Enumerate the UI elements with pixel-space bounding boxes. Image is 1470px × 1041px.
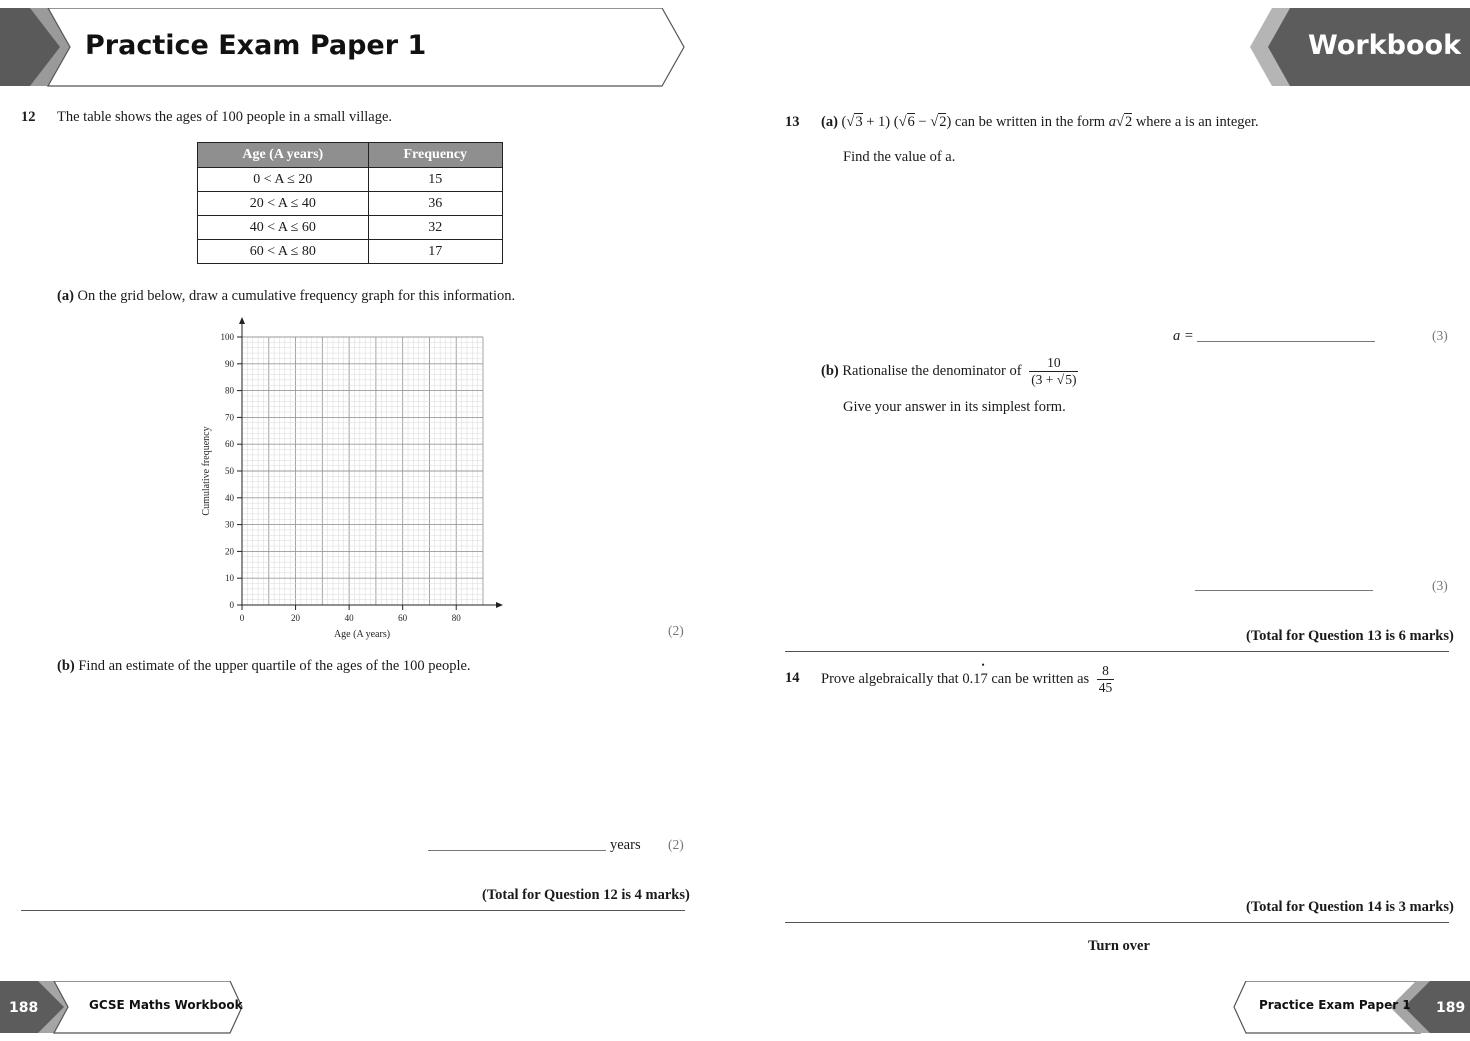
page-title-left: Practice Exam Paper 1 bbox=[85, 30, 427, 61]
x-tick-label: 40 bbox=[344, 613, 354, 623]
table-row bbox=[198, 240, 503, 264]
age-frequency-table bbox=[197, 142, 503, 264]
part-text: On the grid below, draw a cumulative frequency graph for this information. bbox=[77, 288, 516, 304]
fraction-numerator: 8 bbox=[1097, 663, 1115, 680]
question-12-intro: The table shows the ages of 100 people in a small village. bbox=[57, 109, 393, 125]
y-tick-label: 90 bbox=[225, 358, 234, 369]
y-tick-label: 100 bbox=[220, 332, 234, 342]
denominator-close: ) bbox=[1071, 372, 1077, 388]
x-axis-arrow bbox=[496, 602, 503, 608]
part-label: (b) bbox=[821, 363, 839, 380]
table-header-row bbox=[198, 143, 503, 168]
y-tick-label: 30 bbox=[225, 519, 234, 530]
table-cell: 36 bbox=[368, 192, 502, 216]
fraction bbox=[1097, 663, 1115, 696]
question-12a-marks: (2) bbox=[668, 623, 684, 638]
y-tick-label: 70 bbox=[225, 412, 234, 423]
x-axis-label: Age (A years) bbox=[333, 629, 391, 640]
question-13b-instruction: Give your answer in its simplest form. bbox=[843, 399, 1066, 415]
turn-over-text: Turn over bbox=[1088, 938, 1150, 954]
question-12b bbox=[57, 658, 471, 675]
x-tick-label: 80 bbox=[451, 613, 461, 623]
expr-post: where a is an integer. bbox=[1132, 114, 1259, 130]
table-row bbox=[198, 216, 503, 240]
divider bbox=[785, 922, 1449, 923]
y-tick-label: 60 bbox=[225, 439, 234, 450]
fraction-denominator: 45 bbox=[1098, 680, 1113, 696]
table-cell: 17 bbox=[368, 240, 502, 264]
table-row bbox=[198, 192, 503, 216]
table-cell: 20 < A ≤ 40 bbox=[198, 192, 369, 216]
x-tick-label: 60 bbox=[398, 613, 408, 623]
page-number-left: 188 bbox=[9, 1000, 39, 1016]
table-cell: 0 < A ≤ 20 bbox=[198, 168, 369, 192]
divider bbox=[21, 910, 685, 911]
question-13a-marks: (3) bbox=[1432, 328, 1448, 343]
y-axis-label: Cumulative frequency bbox=[201, 426, 212, 516]
fraction bbox=[1029, 355, 1078, 388]
question-14-text bbox=[821, 663, 1114, 696]
page-title-right: Workbook bbox=[1308, 30, 1462, 61]
expr-mid: + 1) ( bbox=[862, 114, 899, 130]
radicand: 5 bbox=[1065, 372, 1072, 388]
part-label: (b) bbox=[57, 658, 75, 674]
answer-line-12b[interactable] bbox=[428, 850, 606, 851]
part-text: Rationalise the denominator of bbox=[842, 363, 1022, 380]
x-tick-label: 0 bbox=[239, 613, 245, 623]
table-cell: 60 < A ≤ 80 bbox=[198, 240, 369, 264]
fraction-denominator: (3 + √5) bbox=[1031, 372, 1077, 388]
y-tick-label: 80 bbox=[225, 385, 234, 396]
page-number-right: 189 bbox=[1436, 1000, 1466, 1016]
radicand: 2 bbox=[939, 114, 947, 130]
footer-title-right: Practice Exam Paper 1 bbox=[1259, 998, 1411, 1012]
table-header-cell: Frequency bbox=[368, 143, 502, 168]
y-tick-label: 10 bbox=[225, 573, 234, 584]
text-post: can be written as bbox=[987, 671, 1090, 688]
question-14-total: (Total for Question 14 is 3 marks) bbox=[1246, 899, 1454, 915]
y-tick-label: 0 bbox=[229, 600, 234, 610]
question-12b-marks: (2) bbox=[668, 837, 684, 852]
cumulative-frequency-grid[interactable] bbox=[190, 310, 520, 650]
fraction-numerator: 10 bbox=[1029, 355, 1078, 372]
table-cell: 15 bbox=[368, 168, 502, 192]
question-13a-find: Find the value of a. bbox=[843, 149, 956, 165]
expr-open: ( bbox=[841, 114, 847, 130]
part-label: (a) bbox=[57, 288, 74, 304]
x-tick-label: 20 bbox=[291, 613, 301, 623]
radicand: 6 bbox=[907, 114, 915, 130]
expr-mid: − bbox=[914, 114, 931, 130]
question-14-number: 14 bbox=[785, 670, 800, 686]
footer-title-left: GCSE Maths Workbook bbox=[89, 998, 243, 1012]
part-text: Find an estimate of the upper quartile of the ages of the 100 people. bbox=[78, 658, 471, 674]
question-12-number: 12 bbox=[21, 109, 36, 125]
divider bbox=[785, 651, 1449, 652]
table-row bbox=[198, 168, 503, 192]
answer-line-13a[interactable] bbox=[1197, 341, 1375, 342]
recurring-digit: • 7 bbox=[980, 671, 987, 687]
y-tick-label: 50 bbox=[225, 466, 234, 476]
question-12-total: (Total for Question 12 is 4 marks) bbox=[482, 887, 690, 903]
table-cell: 32 bbox=[368, 216, 502, 240]
answer-label-a: a = bbox=[1173, 328, 1194, 344]
question-13-number: 13 bbox=[785, 114, 800, 130]
table-header-cell: Age (A years) bbox=[198, 143, 369, 168]
expr-mid: ) can be written in the form bbox=[946, 114, 1109, 130]
variable-a: a bbox=[1108, 114, 1116, 130]
text-pre: Prove algebraically that 0.1 bbox=[821, 671, 981, 688]
part-label: (a) bbox=[821, 114, 838, 130]
denominator-open: (3 + bbox=[1031, 372, 1057, 388]
question-12a bbox=[57, 288, 515, 305]
question-13-total: (Total for Question 13 is 6 marks) bbox=[1246, 628, 1454, 644]
y-axis-arrow bbox=[239, 317, 245, 324]
radicand: 2 bbox=[1124, 114, 1133, 130]
question-13a: (a) (√3 + 1) (√6 − √2) can be written in the form a√2 where a is an integer. bbox=[821, 114, 1259, 130]
answer-unit-years: years bbox=[610, 837, 641, 853]
question-13b bbox=[821, 355, 1078, 388]
radicand: 3 bbox=[855, 114, 863, 130]
y-tick-label: 40 bbox=[225, 492, 234, 503]
answer-line-13b[interactable] bbox=[1195, 590, 1373, 591]
y-tick-label: 20 bbox=[225, 546, 234, 557]
table-cell: 40 < A ≤ 60 bbox=[198, 216, 369, 240]
question-13b-marks: (3) bbox=[1432, 578, 1448, 593]
